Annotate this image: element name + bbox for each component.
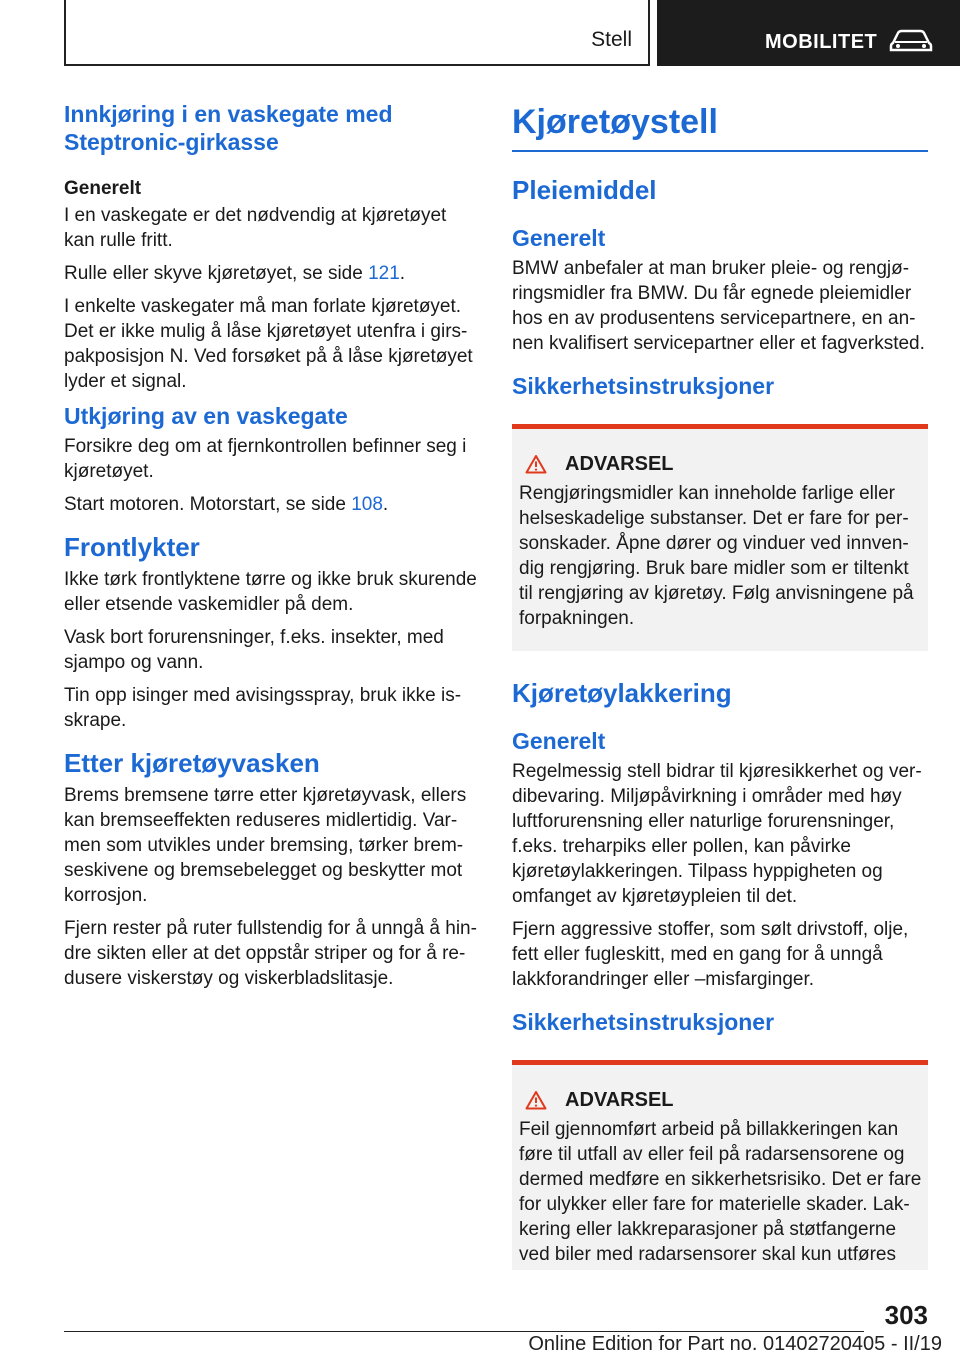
warning-text: Rengjøringsmidler kan inneholde farlige eller helseskadelige substanser. Det er fare for personskader. Åpne dører og vinduer ved innvendig rengjøring. Bruk bare midler som er tiltenkt til rengjøring av kjøretøy. Følg anvisningene på forpakningen. — [519, 483, 914, 629]
paragraph: Vask bort forurensninger, f.eks. insekter, med sjampo og vann. — [64, 627, 444, 673]
warning-title: ADVARSEL — [525, 451, 922, 477]
page-link[interactable]: 108 — [351, 494, 383, 515]
paragraph: Start motoren. Motorstart, se side 108. — [64, 494, 389, 515]
paragraph: Ikke tørk frontlyktene tørre og ikke bruk skurende eller etsende vaskemidler på dem. — [64, 569, 477, 615]
chapter-label: MOBILITET — [765, 31, 878, 53]
subheading-general: Generelt — [512, 225, 606, 251]
section-label: Stell — [591, 28, 632, 51]
right-column — [512, 100, 928, 1270]
paragraph: BMW anbefaler at man bruker pleie- og rengjøringsmidler fra BMW. Du får egnede pleiemidler hos en av produsentens servicepartnere, en annen kvalifisert servicepartner eller et fagverksted. — [512, 258, 925, 354]
subheading-general: Generelt — [512, 728, 606, 754]
section-heading-paint: Kjøretøylakkering — [512, 678, 732, 708]
paragraph: Regelmessig stell bidrar til kjøresikkerhet og verdibevaring. Miljøpåvirkning i områder med høy luftforurensning eller naturlige forurensninger, f.eks. treharpiks eller pollen, kan påvirke kjøretøylakkeringen. Tilpass hyppigheten og omfanget av kjøretøypleien til det. — [512, 761, 922, 907]
paragraph: Fjern rester på ruter fullstendig for å unngå å hindre sikten eller at det oppstår striper og for å redusere viskerstøy og viskerbladslitasje. — [64, 918, 477, 989]
warning-text: Feil gjennomført arbeid på billakkeringen kan føre til utfall av eller feil på radarsensorene og dermed medføre en sikkerhetsrisiko. Det er fare for ulykker eller fare for materielle skader. Lakkering eller lakkreparasjoner på støtfangerne ved biler med radarsensorer skal kun utføres — [519, 1119, 922, 1265]
paragraph: Forsikre deg om at fjernkontrollen befinner seg i kjøretøyet. — [64, 436, 467, 482]
warning-box — [512, 424, 928, 651]
chapter-title: Kjøretøystell — [512, 100, 928, 152]
subheading-safety: Sikkerhetsinstruksjoner — [512, 373, 775, 399]
section-tab — [64, 0, 650, 66]
paragraph: Brems bremsene tørre etter kjøretøyvask, ellers kan bremseeffekten reduseres midlertidig. Varmen som utvikles under bremsing, tørker bremseskivene og bremsebelegget og beskytter mot korrosjon. — [64, 785, 467, 906]
left-column — [64, 100, 480, 999]
warning-box — [512, 1060, 928, 1270]
chapter-tab — [657, 0, 960, 66]
page-number: 303 — [884, 1300, 928, 1330]
warning-triangle-icon — [525, 454, 547, 474]
subheading-safety: Sikkerhetsinstruksjoner — [512, 1009, 775, 1035]
section-heading-headlights: Frontlykter — [64, 532, 200, 562]
paragraph: Rulle eller skyve kjøretøyet, se side 121. — [64, 263, 406, 284]
subheading-general: Generelt — [64, 178, 142, 199]
paragraph: Fjern aggressive stoffer, som sølt drivstoff, olje, fett eller fugleskitt, med en gang for å unngå lakkforandringer eller –misfarginger. — [512, 919, 909, 990]
page-header — [0, 0, 960, 66]
paragraph: Tin opp isinger med avisingsspray, bruk ikke isskrape. — [64, 685, 462, 731]
section-heading-wash-exit: Utkjøring av en vaskegate — [64, 403, 348, 429]
footer-edition: Online Edition for Part no. 01402720405 - II/19 — [528, 1333, 942, 1355]
paragraph: I en vaskegate er det nødvendig at kjøretøyet kan rulle fritt. — [64, 205, 447, 251]
page-link[interactable]: 121 — [368, 263, 400, 284]
warning-title: ADVARSEL — [525, 1087, 922, 1113]
section-heading-after-wash: Etter kjøretøyvasken — [64, 748, 320, 778]
section-heading-care-products: Pleiemiddel — [512, 175, 657, 205]
section-heading-wash-entry: Innkjøring i en vaskegate med Steptronic-girkasse — [64, 101, 393, 155]
warning-triangle-icon — [525, 1090, 547, 1110]
car-icon — [889, 29, 933, 53]
paragraph: I enkelte vaskegater må man forlate kjøretøyet. Det er ikke mulig å låse kjøretøyet utenfra i girspakposisjon N. Ved forsøket på å låse kjøretøyet lyder et signal. — [64, 296, 473, 392]
